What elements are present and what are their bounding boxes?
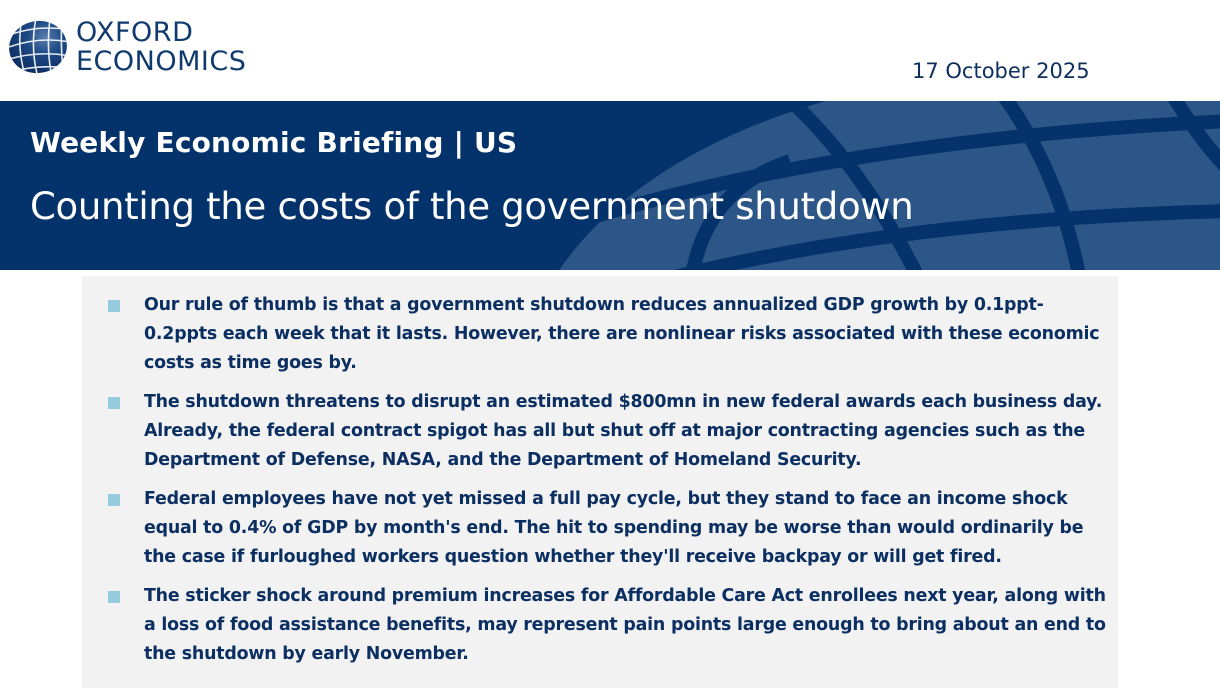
summary-panel [82, 276, 1118, 688]
page-title: Counting the costs of the government shutdown [30, 185, 914, 228]
oxford-economics-logo [8, 18, 246, 76]
square-bullet-icon [108, 300, 120, 312]
bullet-text: Our rule of thumb is that a government shutdown reduces annualized GDP growth by 0.1ppt-0.2ppts each week that it lasts. However, there are nonlinear risks associated with these economic costs as time goes by. [144, 295, 1100, 373]
bullet-text: The shutdown threatens to disrupt an estimated $800mn in new federal awards each business day. Already, the federal contract spigot has all but shut off at major contracting agencies such as the Department of Defense, NASA, and the Department of Homeland Security. [144, 392, 1103, 470]
summary-bullet [108, 582, 1108, 669]
summary-bullet [108, 291, 1108, 378]
logo-line-2: ECONOMICS [76, 46, 247, 77]
summary-bullet-list [108, 291, 1108, 679]
square-bullet-icon [108, 397, 120, 409]
publication-date: 17 October 2025 [912, 59, 1090, 83]
logo-line-1: OXFORD [76, 17, 194, 48]
summary-bullet [108, 485, 1108, 572]
summary-bullet [108, 388, 1108, 475]
square-bullet-icon [108, 494, 120, 506]
title-banner [0, 101, 1220, 270]
logo-wordmark [76, 18, 246, 76]
bullet-text: Federal employees have not yet missed a full pay cycle, but they stand to face an income shock equal to 0.4% of GDP by month's end. The hit to spending may be worse than would ordinarily be the case if furloughed workers question whether they'll receive backpay or will get fired. [144, 489, 1084, 567]
series-title: Weekly Economic Briefing | US [30, 126, 518, 159]
bullet-text: The sticker shock around premium increases for Affordable Care Act enrollees next year, along with a loss of food assistance benefits, may represent pain points large enough to bring about an end to the shutdown by early November. [144, 586, 1106, 664]
globe-icon [8, 18, 68, 76]
square-bullet-icon [108, 591, 120, 603]
